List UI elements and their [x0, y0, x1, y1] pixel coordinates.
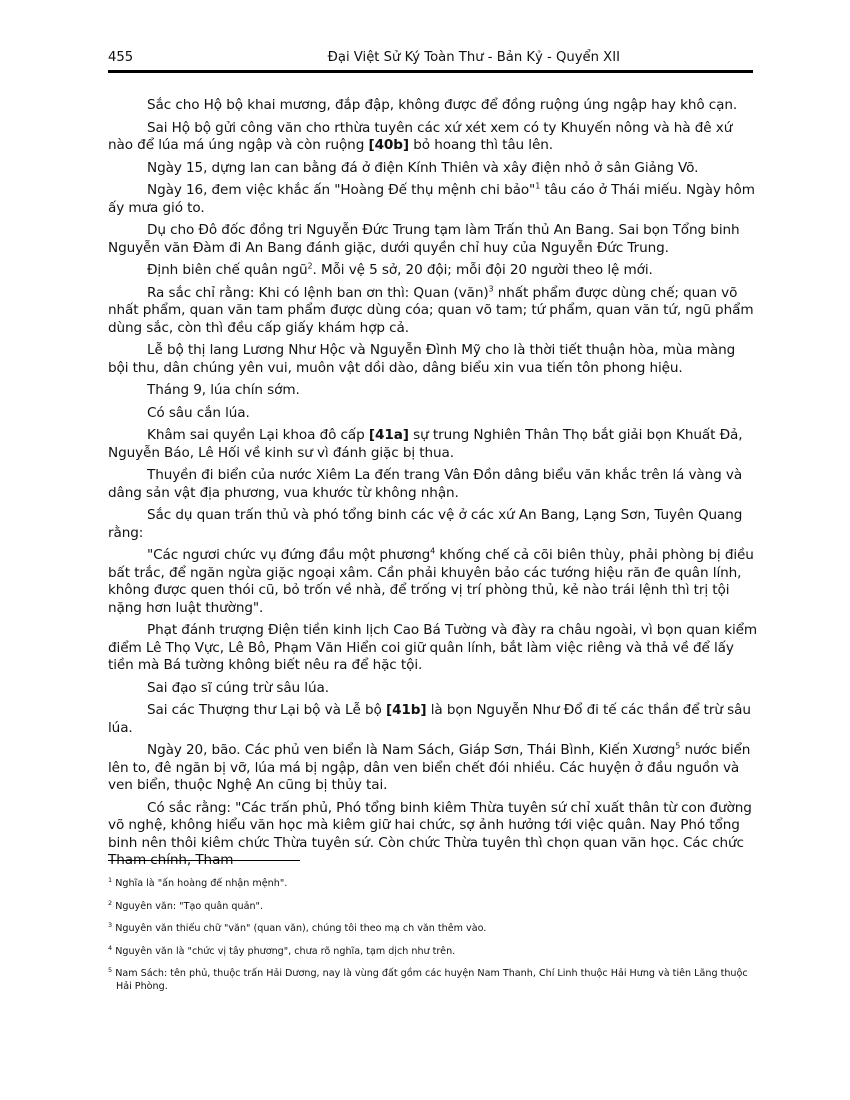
paragraph: Ra sắc chỉ rằng: Khi có lệnh ban ơn thì: Quan (văn)$^3$ nhất phẩm được dùng chế; quan võ nhất phẩm, quan văn tam phẩm được dùng cóa; quan võ tam; tứ phẩm, quan văn tứ, ngũ phẩm dùng sắc, còn thì đều cấp giấy khám hợp cả.	[108, 283, 754, 336]
paragraph: Sai các Thượng thư Lại bộ và Lễ bộ [41b] là bọn Nguyễn Như Đổ đi tế các thần để trừ sâu lúa.	[108, 702, 751, 736]
paragraph: Ngày 15, dựng lan can bằng đá ở điện Kính Thiên và xây điện nhỏ ở sân Giảng Võ.	[147, 159, 699, 176]
page-header	[108, 50, 753, 73]
paragraph: Sắc dụ quan trấn thủ và phó tổng binh các vệ ở các xứ An Bang, Lạng Sơn, Tuyên Quang rằng:	[108, 507, 743, 541]
running-title: Đại Việt Sử Ký Toàn Thư - Bản Kỷ - Quyển XII	[327, 50, 620, 65]
footnote-divider	[108, 860, 300, 861]
page-reference: [41b]	[385, 702, 427, 718]
paragraph: Ngày 20, bão. Các phủ ven biển là Nam Sách, Giáp Sơn, Thái Bình, Kiến Xương$^5$ nước biển lên to, đê ngăn bị vỡ, lúa má bị ngập, dân ven biển chết đói nhiều. Các huyện ở đầu nguồn và ven biển, thuộc Nghệ An cũng bị thủy tai.	[108, 741, 751, 793]
footnote-number: 2	[108, 898, 113, 907]
paragraph: Khâm sai quyền Lại khoa đô cấp [41a] sự trung Nghiên Thân Thọ bắt giải bọn Khuất Đả, Nguyễn Báo, Lê Hối về kinh sư vì đánh giặc bị thua.	[108, 427, 743, 461]
footnote-number: 5	[108, 965, 113, 974]
footnote-number: 1	[108, 875, 113, 884]
footnote-number: 4	[108, 943, 113, 952]
page-reference: [40b]	[368, 137, 410, 153]
footnote-marker[interactable]: 3	[488, 283, 494, 293]
paragraph: Lễ bộ thị lang Lương Như Hộc và Nguyễn Đình Mỹ cho là thời tiết thuận hòa, mùa màng bội thu, dân chúng yên vui, muôn vật dồi dào, dâng biểu xin vua tiến tôn phong hiệu.	[108, 342, 736, 376]
footnote-marker[interactable]: 5	[675, 741, 681, 751]
paragraph: "Các ngươi chức vụ đứng đầu một phương$^4$ khống chế cả cõi biên thùy, phải phòng bị điều bất trắc, để ngăn ngừa giặc ngoại xâm. Cần phải khuyên bảo các tướng hiệu răn đe quân lính, không được quen thói cũ, bỏ trốn về nhà, để trống vị trí phòng thủ, kẻ nào trái lệnh thì trị tội nặng hơn luật thường".	[108, 546, 754, 616]
page-number: 455	[108, 50, 134, 65]
footnotes	[108, 875, 754, 1003]
paragraph: Thuyền đi biển của nước Xiêm La đến trang Vân Đồn dâng biểu văn khắc trên lá vàng và dâng sản vật địa phương, vua khước từ không nhận.	[108, 467, 743, 501]
footnote: $^2$ Nguyên văn: "Tạo quân quản".	[108, 898, 264, 912]
paragraph: Sắc cho Hộ bộ khai mương, đắp đập, không được để đồng ruộng úng ngập hay khô cạn.	[147, 97, 738, 113]
paragraph: Tháng 9, lúa chín sớm.	[147, 382, 300, 398]
footnote: $^1$ Nghĩa là "ấn hoàng đế nhận mệnh".	[108, 875, 288, 889]
footnote: $^4$ Nguyên văn là "chức vị tây phương", chưa rõ nghĩa, tạm dịch như trên.	[108, 943, 456, 957]
footnote-marker[interactable]: 4	[430, 546, 436, 556]
paragraph: Sai Hộ bộ gửi công văn cho rthừa tuyên các xứ xét xem có ty Khuyến nông và hà đê xứ nào để lúa má úng ngập và còn ruộng [40b] bỏ hoang thì tâu lên.	[108, 119, 733, 153]
paragraph: Định biên chế quân ngũ$^2$. Mỗi vệ 5 sở, 20 đội; mỗi đội 20 người theo lệ mới.	[147, 261, 653, 278]
footnote: $^3$ Nguyên văn thiếu chữ "văn" (quan văn), chúng tôi theo mạ ch văn thêm vào.	[108, 920, 487, 934]
footnote-marker[interactable]: 2	[307, 261, 313, 271]
footnote: $^5$ Nam Sách: tên phủ, thuộc trấn Hải Dương, nay là vùng đất gồm các huyện Nam Thanh, Chí Linh thuộc Hải Hưng và tiên Lãng thuộc Hải Phòng.	[108, 965, 748, 992]
paragraph: Ngày 16, đem việc khắc ấn "Hoàng Đế thụ mệnh chi bảo"$^1$ tâu cáo ở Thái miếu. Ngày hôm ấy mưa gió to.	[108, 181, 755, 216]
paragraph: Dụ cho Đô đốc đồng tri Nguyễn Đức Trung tạm làm Trấn thủ An Bang. Sai bọn Tổng binh Nguyễn văn Đàm đi An Bang đánh giặc, dưới quyền chỉ huy của Nguyễn Đức Trung.	[108, 222, 740, 256]
page-reference: [41a]	[368, 427, 409, 443]
paragraph: Có sắc rằng: "Các trấn phủ, Phó tổng binh kiêm Thừa tuyên sứ chỉ xuất thân từ con đường võ nghệ, không hiểu văn học mà kiêm giữ hai chức, sợ ảnh hưởng tới việc quân. Nay Phó tổng binh nên thôi kiêm chức Thừa tuyên sứ. Còn chức Thừa tuyên thì chọn quan văn học. Các chức Tham chính, Tham	[108, 799, 752, 868]
paragraph: Phạt đánh trượng Điện tiền kinh lịch Cao Bá Tường và đày ra châu ngoài, vì bọn quan kiểm điểm Lê Thọ Vực, Lê Bô, Phạm Văn Hiển coi giữ quân lính, bắt làm việc riêng và thả về để lấy tiền mà Bá tường không biết nêu ra để hặc tội.	[108, 622, 758, 673]
paragraph: Sai đạo sĩ cúng trừ sâu lúa.	[147, 679, 329, 696]
paragraph: Có sâu cắn lúa.	[147, 404, 250, 421]
main-text	[108, 97, 758, 875]
footnote-marker[interactable]: 1	[535, 181, 541, 191]
footnote-number: 3	[108, 920, 113, 929]
